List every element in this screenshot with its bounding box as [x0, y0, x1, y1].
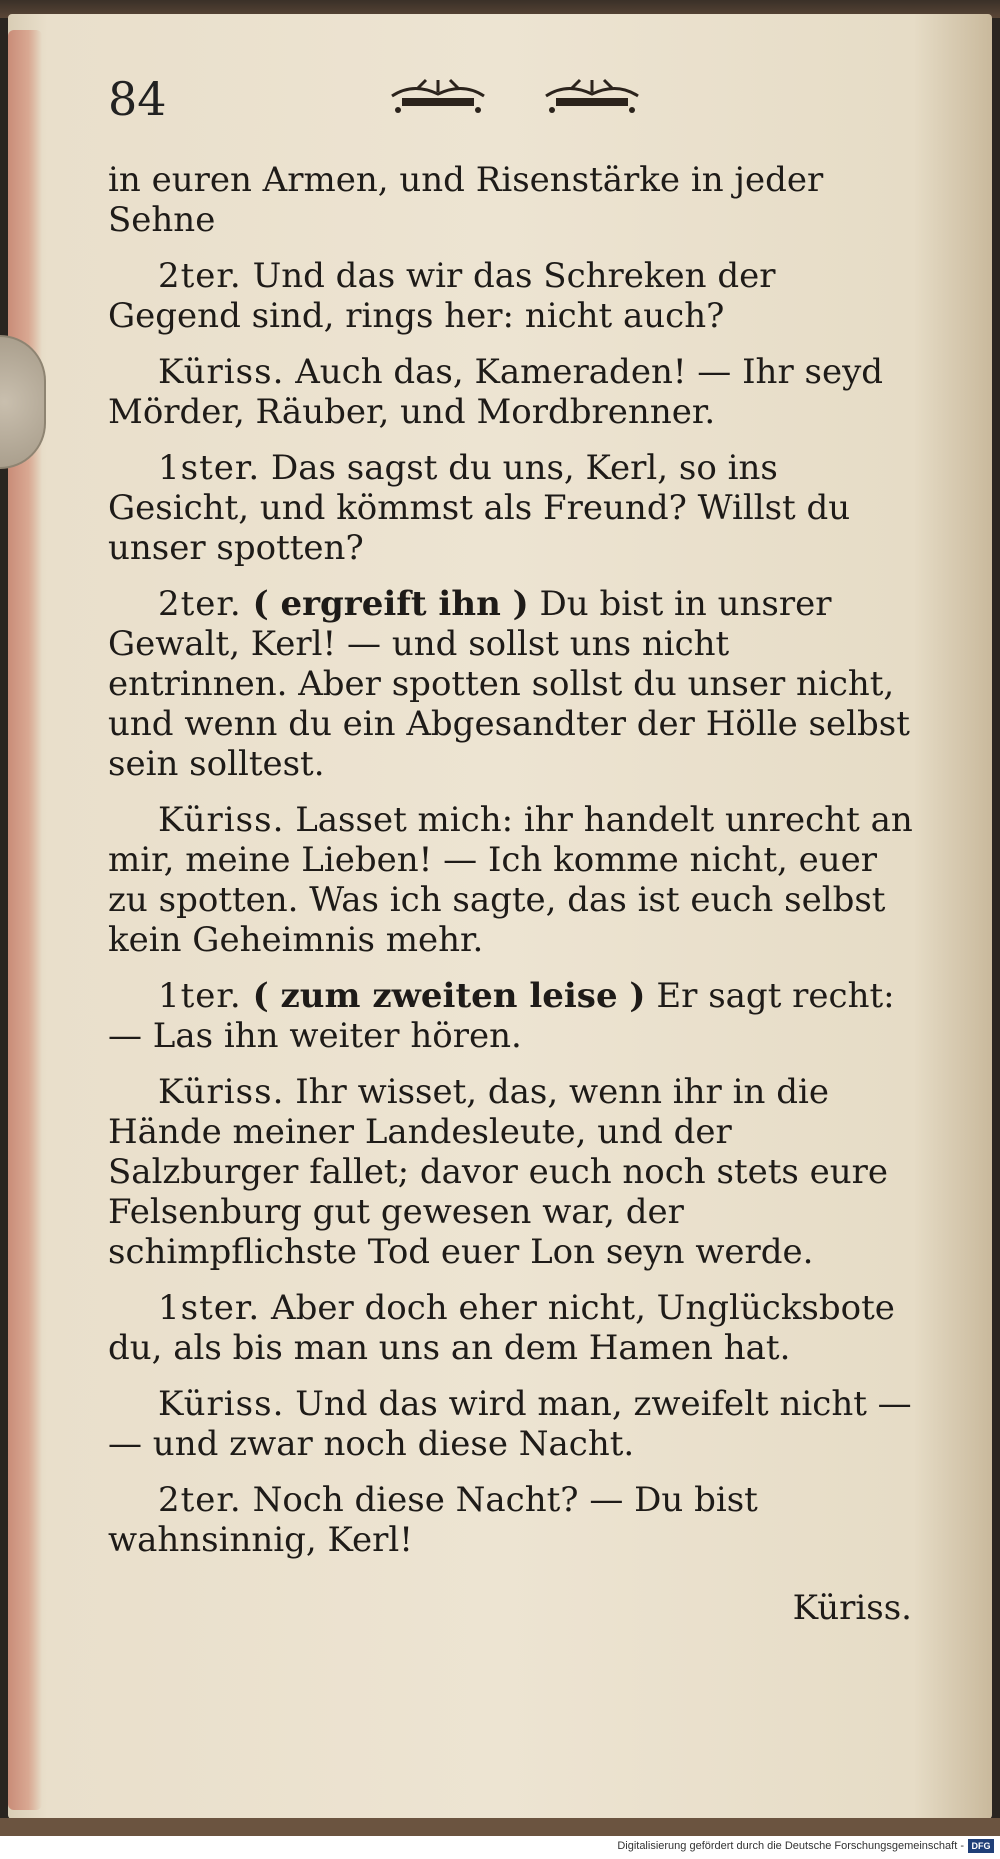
- speech-text: Auch das, Kameraden! — Ihr seyd Mörder, Räuber, und Mordbrenner.: [108, 352, 884, 432]
- speaker-name: Küriss.: [158, 352, 285, 392]
- speech-text: Das sagst du uns, Kerl, so ins Gesicht, und kömmst als Freund? Willst du unser spotten?: [108, 448, 851, 568]
- dialogue-paragraph: [108, 352, 918, 432]
- dialogue-paragraph: [108, 800, 918, 960]
- speaker-name: 1ter.: [158, 976, 242, 1016]
- fleuron-ornament-icon: [542, 74, 642, 120]
- book-bottom-edge: [0, 1818, 1000, 1836]
- dfg-logo: DFG: [968, 1839, 994, 1853]
- speech-text: Noch diese Nacht? — Du bist wahnsinnig, Kerl!: [108, 1480, 758, 1560]
- page-text: [108, 160, 918, 1560]
- stage-direction: ( zum zweiten leise ): [252, 976, 646, 1016]
- speaker-name: Küriss.: [158, 1072, 285, 1112]
- speaker-name: Küriss.: [158, 1384, 285, 1424]
- speaker-name: 1ster.: [158, 1288, 261, 1328]
- dialogue-paragraph: [108, 448, 918, 568]
- speaker-name: 1ster.: [158, 448, 261, 488]
- dialogue-paragraph: [108, 256, 918, 336]
- speaker-name: 2ter.: [158, 1480, 242, 1520]
- dialogue-paragraph: [108, 1072, 918, 1272]
- speech-text: Ihr wisset, das, wenn ihr in die Hände meiner Landesleute, und der Salzburger fallet; davor euch noch stets eure Felsenburg gut gewesen war, der schimpflichste Tod euer Lon seyn werde.: [108, 1072, 889, 1272]
- speaker-name: Küriss.: [158, 800, 285, 840]
- stage-direction: ( ergreift ihn ): [252, 584, 529, 624]
- page-number: 84: [108, 72, 167, 126]
- dialogue-paragraph: [108, 1480, 918, 1560]
- fleuron-ornament-icon: [388, 74, 488, 120]
- speaker-name: 2ter.: [158, 256, 242, 296]
- dialogue-paragraph: [108, 1288, 918, 1368]
- speech-text: Und das wir das Schreken der Gegend sind, rings her: nicht auch?: [108, 256, 776, 336]
- speech-text: Du bist in unsrer Gewalt, Kerl! — und sollst uns nicht entrinnen. Aber spotten sollst du unser nicht, und wenn du ein Abgesandter der Hölle selbst sein solltest.: [108, 584, 910, 784]
- page-edge-coloring: [8, 30, 42, 1810]
- speech-text: Er sagt recht: — Las ihn weiter hören.: [108, 976, 895, 1056]
- speaker-name: 2ter.: [158, 584, 242, 624]
- speech-text: Lasset mich: ihr handelt unrecht an mir, meine Lieben! — Ich komme nicht, euer zu spotten. Was ich sagte, das ist euch selbst kein Geheimnis mehr.: [108, 800, 913, 960]
- dialogue-paragraph: [108, 976, 918, 1056]
- dialogue-paragraph: [108, 1384, 918, 1464]
- catchword: Küriss.: [792, 1588, 912, 1628]
- digitization-credit: Digitalisierung gefördert durch die Deutsche Forschungsgemeinschaft -: [617, 1840, 964, 1852]
- continued-line: in euren Armen, und Risenstärke in jeder Sehne: [108, 160, 824, 240]
- speech-text: Und das wird man, zweifelt nicht — — und zwar noch diese Nacht.: [108, 1384, 912, 1464]
- speech-text: Aber doch eher nicht, Unglücksbote du, als bis man uns an dem Hamen hat.: [108, 1288, 895, 1368]
- dialogue-paragraph: [108, 584, 918, 784]
